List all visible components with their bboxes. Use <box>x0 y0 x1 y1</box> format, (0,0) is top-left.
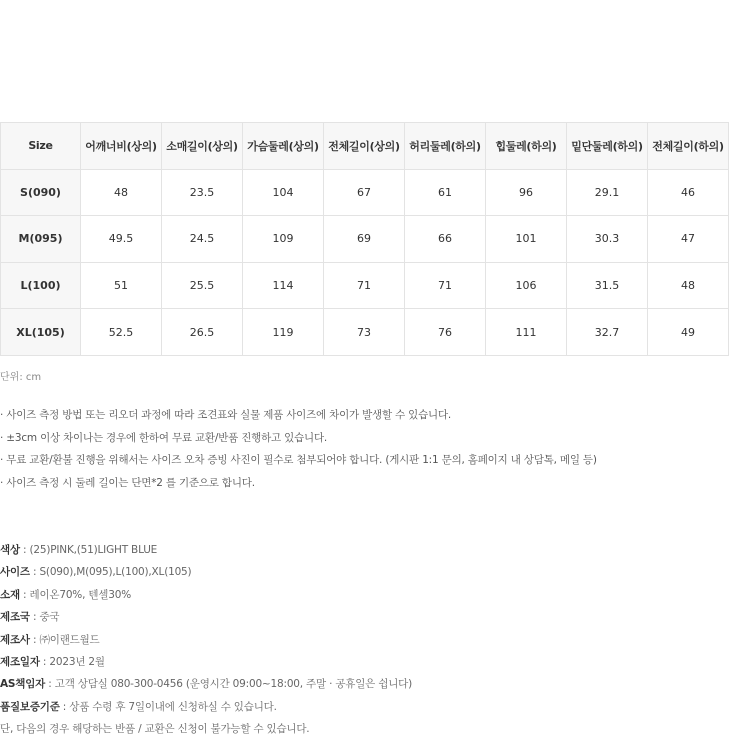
table-cell: 71 <box>324 262 405 309</box>
table-cell: 106 <box>486 262 567 309</box>
table-cell: 29.1 <box>567 169 648 216</box>
table-cell: 111 <box>486 309 567 356</box>
size-notes-list <box>0 404 597 494</box>
product-info-list <box>0 539 412 741</box>
table-cell: 25.5 <box>162 262 243 309</box>
table-cell: 114 <box>243 262 324 309</box>
table-cell: 48 <box>81 169 162 216</box>
info-material: 소재 : 레이온70%, 텐셀30% <box>0 588 131 601</box>
table-cell: 67 <box>324 169 405 216</box>
info-value: 2023년 2월 <box>49 656 105 669</box>
table-row <box>1 309 729 356</box>
table-row <box>1 262 729 309</box>
header-shoulder-width: 어깨너비(상의) <box>81 123 162 170</box>
table-cell: 61 <box>405 169 486 216</box>
table-cell: 30.3 <box>567 216 648 263</box>
info-color: 색상 : (25)PINK,(51)LIGHT BLUE <box>0 544 158 556</box>
info-value: (25)PINK,(51)LIGHT BLUE <box>29 544 158 556</box>
table-cell: 71 <box>405 262 486 309</box>
header-bottom-length: 전체길이(하의) <box>648 123 729 170</box>
note-item: · ±3cm 이상 차이나는 경우에 한하여 무료 교환/반품 진행하고 있습니다. <box>0 431 328 444</box>
table-cell: 31.5 <box>567 262 648 309</box>
table-cell: 73 <box>324 309 405 356</box>
table-cell: 119 <box>243 309 324 356</box>
note-item: · 사이즈 측정 시 둘레 길이는 단면*2 를 기준으로 합니다. <box>0 476 255 489</box>
info-label: 색상 <box>0 544 20 556</box>
table-cell: 49.5 <box>81 216 162 263</box>
table-cell: 101 <box>486 216 567 263</box>
header-hem: 밑단둘레(하의) <box>567 123 648 170</box>
table-row <box>1 169 729 216</box>
table-cell: 51 <box>81 262 162 309</box>
note-item: · 무료 교환/환불 진행을 위해서는 사이즈 오차 증빙 사진이 필수로 첨부되어야 합니다. (게시판 1:1 문의, 홈페이지 내 상담톡, 메일 등) <box>0 454 597 466</box>
info-label: 제조사 <box>0 633 30 646</box>
table-cell: 32.7 <box>567 309 648 356</box>
info-value: 중국 <box>39 611 60 624</box>
header-sleeve-length: 소매길이(상의) <box>162 123 243 170</box>
table-cell: 66 <box>405 216 486 263</box>
info-label: 사이즈 <box>0 566 30 579</box>
header-hip: 힙둘레(하의) <box>486 123 567 170</box>
table-cell: 76 <box>405 309 486 356</box>
info-value: S(090),M(095),L(100),XL(105) <box>39 566 192 579</box>
table-cell: 48 <box>648 262 729 309</box>
info-quality-standard: 품질보증기준 : 상품 수령 후 7일이내에 신청하실 수 있습니다. <box>0 700 277 713</box>
table-cell: 26.5 <box>162 309 243 356</box>
info-label: 소재 <box>0 588 20 601</box>
size-chart-header-row <box>1 123 729 170</box>
header-size: Size <box>1 123 81 170</box>
info-value: 단, 다음의 경우 해당하는 반품 / 교환은 신청이 불가능할 수 있습니다. <box>0 723 310 736</box>
info-label: 제조국 <box>0 611 30 624</box>
table-cell: 47 <box>648 216 729 263</box>
info-country: 제조국 : 중국 <box>0 611 60 624</box>
row-size-label: M(095) <box>1 216 81 263</box>
info-manufacture-date: 제조일자 : 2023년 2월 <box>0 656 105 669</box>
info-label: 품질보증기준 <box>0 700 60 713</box>
info-label: 제조일자 <box>0 656 40 669</box>
table-cell: 49 <box>648 309 729 356</box>
note-item: · 사이즈 측정 방법 또는 리오더 과정에 따라 조견표와 실물 제품 사이즈에 차이가 발생할 수 있습니다. <box>0 409 452 421</box>
table-cell: 46 <box>648 169 729 216</box>
size-chart-table <box>0 122 729 356</box>
info-manufacturer: 제조사 : ㈜이랜드월드 <box>0 633 100 646</box>
header-top-length: 전체길이(상의) <box>324 123 405 170</box>
info-as-contact: AS책임자 : 고객 상담실 080-300-0456 (운영시간 09:00~18:00, 주말 · 공휴일은 쉽니다) <box>0 678 412 691</box>
info-value: ㈜이랜드월드 <box>39 633 100 646</box>
row-size-label: L(100) <box>1 262 81 309</box>
table-row <box>1 216 729 263</box>
table-cell: 23.5 <box>162 169 243 216</box>
table-cell: 104 <box>243 169 324 216</box>
table-cell: 52.5 <box>81 309 162 356</box>
header-chest: 가슴둘레(상의) <box>243 123 324 170</box>
header-waist: 허리둘레(하의) <box>405 123 486 170</box>
table-cell: 109 <box>243 216 324 263</box>
table-cell: 69 <box>324 216 405 263</box>
info-label: AS책임자 <box>0 678 46 691</box>
table-cell: 96 <box>486 169 567 216</box>
info-size: 사이즈 : S(090),M(095),L(100),XL(105) <box>0 566 192 579</box>
info-value: 고객 상담실 080-300-0456 (운영시간 09:00~18:00, 주말 · 공휴일은 쉽니다) <box>54 678 412 691</box>
info-value: 레이온70%, 텐셀30% <box>29 588 131 601</box>
info-note <box>0 718 412 740</box>
info-value: 상품 수령 후 7일이내에 신청하실 수 있습니다. <box>69 700 277 713</box>
row-size-label: S(090) <box>1 169 81 216</box>
row-size-label: XL(105) <box>1 309 81 356</box>
unit-label: 단위: cm <box>0 372 42 383</box>
table-cell: 24.5 <box>162 216 243 263</box>
